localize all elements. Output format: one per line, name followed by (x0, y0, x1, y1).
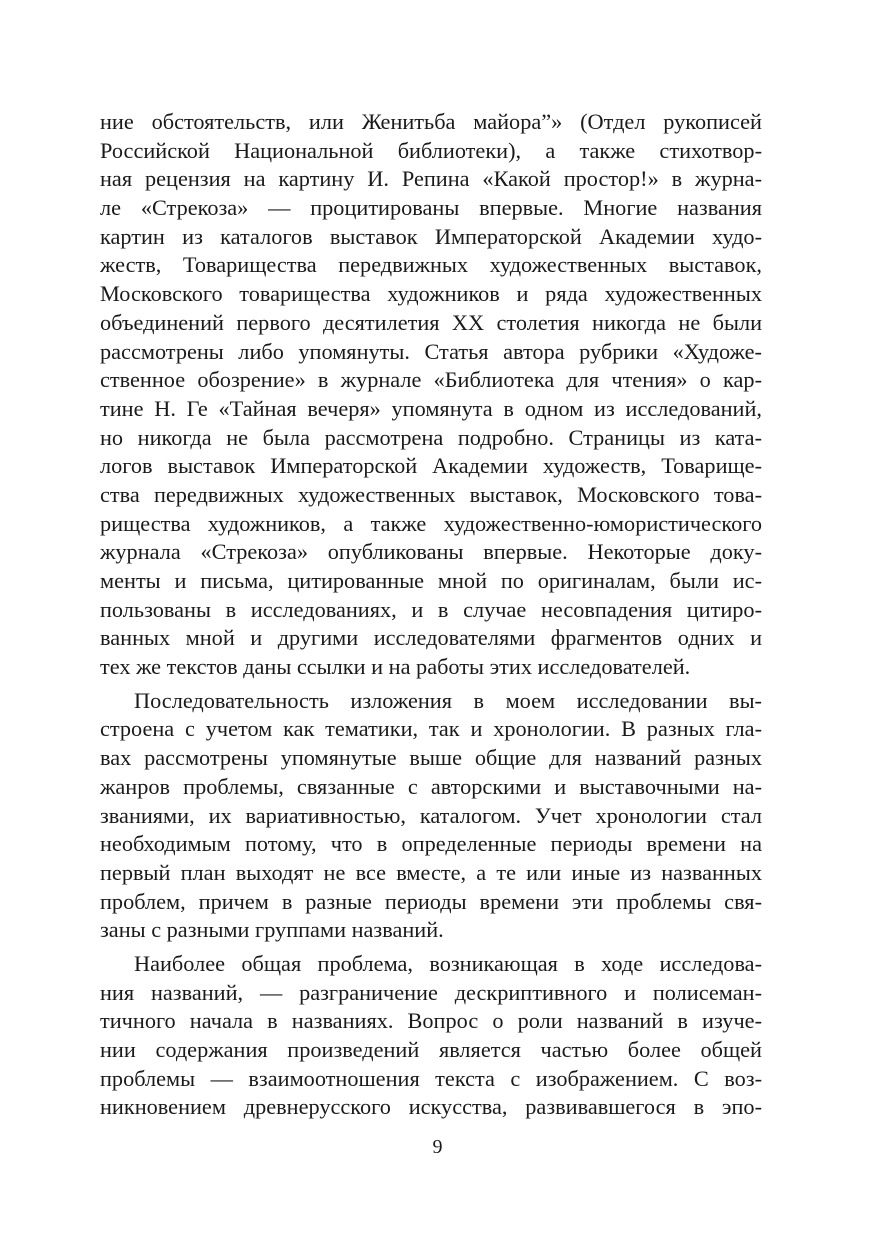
text-line: ственное обозрение» в журнале «Библиотека для чтения» о кар- (100, 367, 762, 393)
body-text (100, 108, 762, 1122)
text-line: первый план выходят не все вместе, а те или иные из названных (100, 859, 762, 885)
text-line: тине Н. Ге «Тайная вечеря» упомянута в одном из исследований, (100, 395, 762, 421)
text-line: заны с разными группами названий. (100, 917, 444, 943)
text-line: тичного начала в названиях. Вопрос о роли названий в изуче- (100, 1008, 762, 1034)
text-line: ния названий, — разграничение дескриптивного и полисеман- (100, 979, 762, 1005)
text-line: нии содержания произведений является частью более общей (100, 1037, 762, 1062)
text-line: Московского товарищества художников и ряда художественных (100, 281, 762, 307)
text-line: картин из каталогов выставок Императорской Академии худо- (100, 223, 762, 249)
text-line: логов выставок Императорской Академии художеств, Товарище- (100, 453, 762, 479)
text-line: ства передвижных художественных выставок, Московского това- (100, 481, 762, 507)
text-line: пользованы в исследованиях, и в случае несовпадения цитиро- (100, 596, 762, 622)
text-line: проблемы — взаимоотношения текста с изображением. С воз- (100, 1065, 762, 1091)
text-line: Последовательность изложения в моем исследовании вы- (134, 687, 762, 713)
text-line: жанров проблемы, связанные с авторскими и выставочными на- (100, 773, 762, 799)
text-line: Наиболее общая проблема, возникающая в ходе исследова- (134, 950, 762, 976)
text-line: ле «Стрекоза» — процитированы впервые. Многие названия (100, 195, 762, 221)
text-line: рассмотрены либо упомянуты. Статья автора рубрики «Художе- (100, 338, 762, 364)
paragraph (100, 108, 762, 682)
text-line: рищества художников, а также художественно-юмористического (100, 510, 762, 536)
text-line: ние обстоятельств, или Женитьба майора”» (Отдел рукописей (100, 109, 762, 134)
text-line: объединений первого десятилетия XX столетия никогда не были (100, 309, 762, 335)
text-line: необходимым потому, что в определенные периоды времени на (100, 831, 762, 857)
text-line: никновением древнерусского искусства, развивавшегося в эпо- (100, 1094, 762, 1120)
paragraph (100, 950, 762, 1122)
text-line: ная рецензия на картину И. Репина «Какой простор!» в журна- (100, 166, 762, 192)
text-line: проблем, причем в разные периоды времени эти проблемы свя- (100, 888, 762, 914)
text-line: жеств, Товарищества передвижных художественных выставок, (100, 252, 762, 278)
text-line: вах рассмотрены упомянутые выше общие для названий разных (100, 745, 762, 771)
page-number: 9 (432, 1136, 443, 1158)
text-line: менты и письма, цитированные мной по оригиналам, были ис- (100, 568, 762, 593)
text-line: званиями, их вариативностью, каталогом. Учет хронологии стал (100, 802, 762, 828)
text-line: строена с учетом как тематики, так и хронологии. В разных гла- (100, 716, 762, 742)
text-line: ванных мной и другими исследователями фрагментов одних и (100, 625, 762, 651)
text-line: журнала «Стрекоза» опубликованы впервые. Некоторые доку- (100, 539, 762, 565)
paragraph (100, 687, 762, 945)
text-line: но никогда не была рассмотрена подробно. Страницы из ката- (100, 424, 762, 450)
text-line: тех же текстов даны ссылки и на работы этих исследователей. (100, 654, 691, 680)
text-line: Российской Национальной библиотеки), а также стихотвор- (100, 137, 762, 163)
